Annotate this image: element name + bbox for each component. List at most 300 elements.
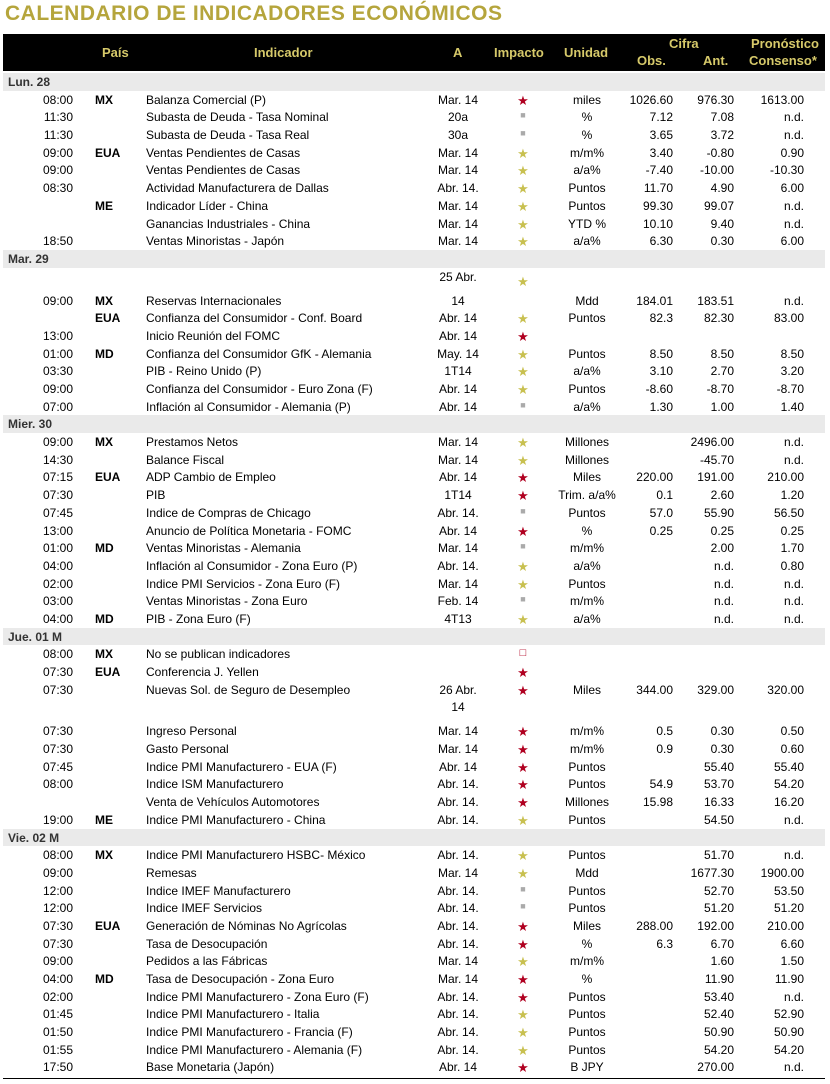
low-impact-square-icon: ■	[520, 399, 526, 410]
previous-cell: 54.20	[703, 1042, 734, 1057]
period-cell: Mar. 14	[437, 865, 479, 880]
table-row	[3, 126, 825, 144]
period-cell: Abr. 14.	[437, 181, 479, 196]
indicator-cell: Prestamos Netos	[146, 435, 239, 450]
medium-impact-star-icon: ★	[517, 452, 529, 468]
consensus-cell: 320.00	[767, 682, 804, 697]
indicator-cell: ADP Cambio de Empleo	[146, 470, 276, 485]
medium-impact-star-icon: ★	[517, 234, 529, 250]
previous-cell: 9.40	[710, 216, 734, 231]
table-row	[3, 486, 825, 504]
indicator-cell: Indice de Compras de Chicago	[146, 505, 311, 520]
time-cell: 09:00	[42, 382, 73, 396]
period-cell: 25 Abr.	[439, 269, 477, 284]
country-cell: MD	[95, 541, 114, 556]
period-cell: 26 Abr.	[439, 682, 477, 697]
medium-impact-star-icon: ★	[517, 435, 529, 451]
previous-cell: 2.00	[710, 541, 734, 556]
period-cell: Mar. 14	[437, 954, 479, 969]
time-cell: 09:00	[42, 145, 73, 160]
unit-cell: B JPY	[570, 1060, 604, 1075]
time-cell: 04:00	[42, 558, 73, 573]
unit-cell: Puntos	[568, 848, 606, 863]
observed-cell: 3.10	[649, 364, 673, 379]
indicator-cell: Generación de Nóminas No Agrícolas	[146, 918, 347, 933]
previous-cell: 2.60	[710, 488, 734, 503]
high-impact-star-icon: ★	[517, 523, 529, 539]
time-cell: 01:00	[42, 346, 73, 361]
observed-cell: 7.12	[649, 110, 673, 125]
previous-cell: 55.90	[703, 505, 734, 520]
period-cell: 14	[451, 293, 465, 308]
table-row	[3, 882, 825, 900]
consensus-cell: n.d.	[783, 812, 804, 827]
header-pais: País	[102, 45, 129, 60]
indicator-cell: Indice PMI Manufacturero - EUA (F)	[146, 759, 337, 774]
observed-cell: 0.9	[656, 742, 673, 757]
medium-impact-star-icon: ★	[517, 273, 529, 289]
table-row	[3, 345, 825, 363]
time-cell: 08:30	[42, 181, 73, 196]
country-cell: MX	[95, 435, 113, 450]
previous-cell: 4.90	[710, 181, 734, 196]
consensus-cell: n.d.	[783, 848, 804, 863]
unit-cell: Puntos	[568, 777, 606, 792]
indicator-cell: Balanza Comercial (P)	[146, 92, 267, 107]
previous-cell: -45.70	[699, 452, 734, 467]
period-cell: Abr. 14.	[437, 848, 479, 863]
previous-cell: 1.00	[710, 399, 734, 414]
observed-cell: 10.10	[642, 216, 673, 231]
header-consenso: Consenso*	[749, 53, 817, 68]
previous-cell: -8.70	[706, 382, 734, 396]
country-cell: MX	[95, 647, 113, 662]
previous-cell: 976.30	[697, 92, 734, 107]
indicator-cell: Confianza del Consumidor - Euro Zona (F)	[146, 382, 373, 396]
time-cell: 01:45	[42, 1007, 73, 1022]
consensus-cell: 53.50	[773, 883, 804, 898]
period-cell: Mar. 14	[437, 541, 479, 556]
time-cell: 19:00	[42, 812, 73, 827]
table-row	[3, 268, 825, 292]
indicator-cell: Subasta de Deuda - Tasa Real	[146, 128, 310, 143]
observed-cell: 220.00	[636, 470, 673, 485]
consensus-cell: 16.20	[773, 795, 804, 810]
indicator-cell: Indicador Líder - China	[146, 198, 269, 213]
indicator-cell: Inflación al Consumidor - Alemania (P)	[146, 399, 351, 414]
indicator-cell: Indice PMI Manufacturero HSBC- México	[146, 848, 366, 863]
indicator-cell: Tasa de Desocupación - Zona Euro	[146, 972, 335, 986]
previous-cell: n.d.	[713, 594, 734, 609]
period-cell: 30a	[447, 128, 469, 143]
table-row	[3, 1058, 825, 1076]
header-impacto: Impacto	[494, 45, 544, 60]
table-row	[3, 899, 825, 917]
table-row	[3, 758, 825, 776]
previous-cell: 52.70	[703, 883, 734, 898]
time-cell: 07:30	[42, 936, 73, 951]
previous-cell: 0.30	[710, 724, 734, 739]
observed-cell: 8.50	[649, 346, 673, 361]
table-row	[3, 451, 825, 469]
high-impact-star-icon: ★	[517, 759, 529, 775]
medium-impact-star-icon: ★	[517, 611, 529, 627]
medium-impact-star-icon: ★	[517, 1042, 529, 1058]
observed-cell: 288.00	[636, 918, 673, 933]
observed-cell: 184.01	[636, 293, 673, 308]
table-row	[3, 645, 825, 663]
indicator-cell: Indice PMI Manufacturero - Alemania (F)	[146, 1042, 363, 1057]
low-impact-square-icon: ■	[520, 883, 526, 894]
consensus-cell: 6.60	[780, 936, 804, 951]
table-row	[3, 215, 825, 233]
consensus-cell: n.d.	[783, 435, 804, 450]
unit-cell: Puntos	[568, 1007, 606, 1022]
indicator-cell: PIB - Zona Euro (F)	[146, 611, 251, 626]
high-impact-star-icon: ★	[517, 328, 529, 344]
country-cell: ME	[95, 198, 113, 213]
country-cell: ME	[95, 812, 113, 827]
previous-cell: 0.25	[710, 523, 734, 538]
previous-cell: 1677.30	[690, 865, 734, 880]
medium-impact-star-icon: ★	[517, 848, 529, 864]
indicator-cell: Indice IMEF Manufacturero	[146, 883, 291, 898]
indicator-cell: Ingreso Personal	[146, 724, 237, 739]
time-cell: 03:30	[42, 364, 73, 379]
unit-cell: Miles	[572, 470, 601, 485]
indicator-cell: Indice PMI Manufacturero - China	[146, 812, 326, 827]
time-cell: 02:00	[42, 989, 73, 1004]
table-row	[3, 917, 825, 935]
period-cell: Mar. 14	[437, 216, 479, 231]
consensus-cell: 6.00	[780, 181, 804, 196]
unit-cell: Puntos	[568, 311, 606, 326]
table-row	[3, 197, 825, 215]
table-row	[3, 663, 825, 681]
medium-impact-star-icon: ★	[517, 865, 529, 881]
unit-cell: Puntos	[568, 505, 606, 520]
medium-impact-star-icon: ★	[517, 181, 529, 197]
period-cell: Abr. 14.	[437, 989, 479, 1004]
previous-cell: 192.00	[697, 918, 734, 933]
period-cell: Feb. 14	[437, 594, 479, 609]
time-cell: 07:30	[42, 665, 73, 679]
period-cell: 20a	[447, 110, 469, 125]
unit-cell: a/a%	[573, 364, 601, 379]
consensus-cell: -10.30	[769, 163, 804, 178]
consensus-cell: 3.20	[780, 364, 804, 379]
header-pronostico: Pronóstico	[751, 36, 819, 51]
previous-cell: n.d.	[713, 611, 734, 626]
observed-cell: 3.40	[649, 145, 673, 160]
indicator-cell: Nuevas Sol. de Seguro de Desempleo	[146, 682, 351, 697]
indicator-cell: Gasto Personal	[146, 742, 229, 757]
previous-cell: 99.07	[703, 198, 734, 213]
previous-cell: 53.70	[703, 777, 734, 792]
unit-cell: m/m%	[570, 594, 604, 609]
high-impact-star-icon: ★	[517, 742, 529, 758]
high-impact-star-icon: ★	[517, 488, 529, 504]
unit-cell: YTD %	[567, 216, 606, 231]
indicator-cell: Indice PMI Manufacturero - Italia	[146, 1007, 320, 1022]
table-row	[3, 575, 825, 593]
unit-cell: Mdd	[575, 293, 599, 308]
unit-cell: a/a%	[573, 163, 601, 178]
unit-cell: Puntos	[568, 989, 606, 1004]
consensus-cell: 54.20	[773, 777, 804, 792]
period-cell: Abr. 14	[438, 1060, 478, 1075]
indicator-cell: Remesas	[146, 865, 197, 880]
consensus-cell: 6.00	[780, 234, 804, 249]
consensus-cell: 0.25	[780, 523, 804, 538]
country-cell: MX	[95, 92, 113, 107]
time-cell: 08:00	[42, 92, 73, 107]
time-cell: 07:45	[42, 505, 73, 520]
observed-cell: 3.65	[649, 128, 673, 143]
country-cell: MD	[95, 346, 114, 361]
consensus-cell: 11.90	[774, 972, 804, 986]
day-section-header	[3, 415, 825, 433]
table-row	[3, 988, 825, 1006]
unit-cell: Puntos	[568, 576, 606, 591]
indicator-cell: Ganancias Industriales - China	[146, 216, 311, 231]
table-row	[3, 161, 825, 179]
unit-cell: Puntos	[568, 1042, 606, 1057]
table-row	[3, 811, 825, 829]
unit-cell: Puntos	[568, 181, 606, 196]
consensus-cell: 0.90	[780, 145, 804, 160]
previous-cell: 53.40	[703, 989, 734, 1004]
consensus-cell: 0.60	[780, 742, 804, 757]
unit-cell: m/m%	[570, 145, 604, 160]
period-cell: Abr. 14.	[437, 777, 479, 792]
indicator-cell: Base Monetaria (Japón)	[146, 1060, 275, 1075]
previous-cell: 7.08	[710, 110, 734, 125]
unit-cell: Miles	[572, 682, 601, 697]
period-cell: Abr. 14.	[437, 883, 479, 898]
unit-cell: %	[581, 110, 593, 125]
period-cell: Abr. 14.	[437, 936, 479, 951]
low-impact-square-icon: ■	[520, 541, 526, 552]
table-row	[3, 864, 825, 882]
country-cell: MD	[95, 611, 114, 626]
table-row	[3, 1041, 825, 1059]
consensus-cell: 1.50	[780, 954, 804, 969]
header-ant: Ant.	[703, 53, 729, 68]
consensus-cell: n.d.	[783, 293, 804, 308]
time-cell: 03:00	[42, 594, 73, 609]
table-row	[3, 1005, 825, 1023]
time-cell: 18:50	[42, 234, 73, 249]
previous-cell: 16.33	[703, 795, 734, 810]
unit-cell: Puntos	[568, 812, 606, 827]
period-cell: 4T13	[444, 611, 472, 626]
unit-cell: Puntos	[568, 346, 606, 361]
time-cell: 01:50	[42, 1025, 73, 1040]
time-cell: 07:00	[42, 399, 73, 414]
high-impact-star-icon: ★	[517, 1060, 529, 1076]
time-cell: 04:00	[42, 972, 73, 986]
previous-cell: 270.00	[697, 1060, 734, 1075]
indicator-cell: Indice PMI Manufacturero - Francia (F)	[146, 1025, 353, 1040]
table-row	[3, 108, 825, 126]
indicator-cell: PIB - Reino Unido (P)	[146, 364, 262, 379]
unit-cell: Puntos	[568, 901, 606, 916]
unit-cell: m/m%	[570, 541, 604, 556]
time-cell: 09:00	[42, 163, 73, 178]
medium-impact-star-icon: ★	[517, 576, 529, 592]
time-cell: 07:30	[42, 488, 73, 503]
indicator-cell: Tasa de Desocupación	[146, 936, 268, 951]
unit-cell: Millones	[564, 795, 609, 810]
table-row	[3, 327, 825, 345]
country-cell: EUA	[95, 470, 121, 485]
consensus-cell: 8.50	[780, 346, 804, 361]
period-cell: Abr. 14.	[437, 1025, 479, 1040]
time-cell: 13:00	[42, 328, 73, 343]
medium-impact-star-icon: ★	[517, 163, 529, 179]
period-cell: Mar. 14	[437, 92, 479, 107]
consensus-cell: n.d.	[783, 452, 804, 467]
previous-cell: n.d.	[713, 558, 734, 573]
previous-cell: 183.51	[697, 293, 734, 308]
table-row	[3, 362, 825, 380]
day-label: Mier. 30	[8, 417, 53, 432]
header-obs: Obs.	[637, 53, 666, 68]
observed-cell: 6.30	[649, 234, 673, 249]
day-label: Mar. 29	[8, 251, 49, 266]
high-impact-star-icon: ★	[517, 724, 529, 740]
consensus-cell: n.d.	[783, 1060, 804, 1075]
medium-impact-star-icon: ★	[517, 812, 529, 828]
time-cell: 02:00	[42, 576, 73, 591]
unit-cell: a/a%	[573, 399, 601, 414]
table-row	[3, 1023, 825, 1041]
table-row	[3, 468, 825, 486]
consensus-cell: n.d.	[783, 594, 804, 609]
consensus-cell: 50.90	[773, 1025, 804, 1040]
table-header	[3, 34, 825, 71]
consensus-cell: -8.70	[776, 382, 804, 396]
period-cell: 1T14	[444, 364, 472, 379]
previous-cell: 1.60	[710, 954, 734, 969]
country-cell: EUA	[95, 918, 121, 933]
period-cell: 1T14	[444, 488, 472, 503]
unit-cell: Puntos	[568, 759, 606, 774]
consensus-cell: 1613.00	[760, 92, 804, 107]
country-cell: EUA	[95, 311, 121, 326]
no-impact-box-icon: □	[519, 647, 527, 660]
table-row	[3, 610, 825, 628]
unit-cell: %	[581, 936, 593, 951]
table-row	[3, 722, 825, 740]
bottom-rule	[3, 1078, 825, 1079]
time-cell: 14:30	[42, 452, 73, 467]
country-cell: MX	[95, 848, 113, 863]
time-cell: 12:00	[42, 883, 73, 898]
day-section-header	[3, 73, 825, 91]
indicator-cell: Ventas Pendientes de Casas	[146, 145, 301, 160]
country-cell: EUA	[95, 145, 121, 160]
previous-cell: 2496.00	[690, 435, 734, 450]
indicator-cell: Confianza del Consumidor - Conf. Board	[146, 311, 363, 326]
consensus-cell: n.d.	[783, 989, 804, 1004]
unit-cell: a/a%	[573, 611, 601, 626]
previous-cell: 52.40	[703, 1007, 734, 1022]
unit-cell: %	[581, 523, 593, 538]
unit-cell: Puntos	[568, 1025, 606, 1040]
previous-cell: 55.40	[703, 759, 734, 774]
unit-cell: m/m%	[570, 742, 604, 757]
previous-cell: 6.70	[710, 936, 734, 951]
header-a: A	[453, 45, 463, 60]
unit-cell: Millones	[564, 435, 609, 450]
period-cell: Mar. 14	[437, 145, 479, 160]
consensus-cell: 54.20	[773, 1042, 804, 1057]
medium-impact-star-icon: ★	[517, 382, 529, 397]
previous-cell: 0.30	[710, 742, 734, 757]
period-cell: Mar. 14	[437, 576, 479, 591]
table-row	[3, 504, 825, 522]
time-cell: 01:55	[42, 1042, 73, 1057]
consensus-cell: 0.50	[780, 724, 804, 739]
indicator-cell: Inicio Reunión del FOMC	[146, 328, 281, 343]
medium-impact-star-icon: ★	[517, 1025, 529, 1041]
period-cell: Mar. 14	[437, 724, 479, 739]
consensus-cell: 83.00	[773, 311, 804, 326]
period-cell: Mar. 14	[437, 435, 479, 450]
period-cell: Mar. 14	[437, 972, 479, 986]
consensus-cell: 0.80	[780, 558, 804, 573]
unit-cell: miles	[572, 92, 601, 107]
time-cell: 08:00	[42, 777, 73, 792]
consensus-cell: n.d.	[783, 611, 804, 626]
consensus-cell: n.d.	[783, 216, 804, 231]
observed-cell: 15.98	[642, 795, 673, 810]
table-row	[3, 380, 825, 398]
table-row	[3, 557, 825, 575]
day-label: Lun. 28	[8, 75, 51, 89]
low-impact-square-icon: ■	[520, 505, 526, 516]
period-cell: Mar. 14	[437, 452, 479, 467]
high-impact-star-icon: ★	[517, 972, 529, 987]
high-impact-star-icon: ★	[517, 470, 529, 486]
period-cell: Abr. 14.	[437, 1042, 479, 1057]
time-cell: 13:00	[42, 523, 73, 538]
medium-impact-star-icon: ★	[517, 954, 529, 970]
previous-cell: 50.90	[703, 1025, 734, 1040]
observed-cell: 11.70	[643, 181, 673, 196]
table-row	[3, 292, 825, 310]
period-cell: May. 14	[437, 346, 479, 361]
unit-cell: Puntos	[568, 382, 606, 396]
previous-cell: 0.30	[710, 234, 734, 249]
table-row	[3, 91, 825, 109]
time-cell: 12:00	[42, 901, 73, 916]
unit-cell: %	[581, 128, 593, 143]
period-cell: Abr. 14.	[437, 918, 479, 933]
previous-cell: 11.90	[704, 972, 734, 986]
country-cell: EUA	[95, 665, 121, 679]
indicator-cell: Ventas Minoristas - Alemania	[146, 541, 301, 556]
previous-cell: 8.50	[710, 346, 734, 361]
day-section-header	[3, 250, 825, 268]
indicator-cell: Venta de Vehículos Automotores	[146, 795, 320, 810]
observed-cell: 82.3	[649, 311, 673, 326]
consensus-cell: 1.20	[780, 488, 804, 503]
medium-impact-star-icon: ★	[517, 311, 529, 327]
observed-cell: 344.00	[636, 682, 673, 697]
